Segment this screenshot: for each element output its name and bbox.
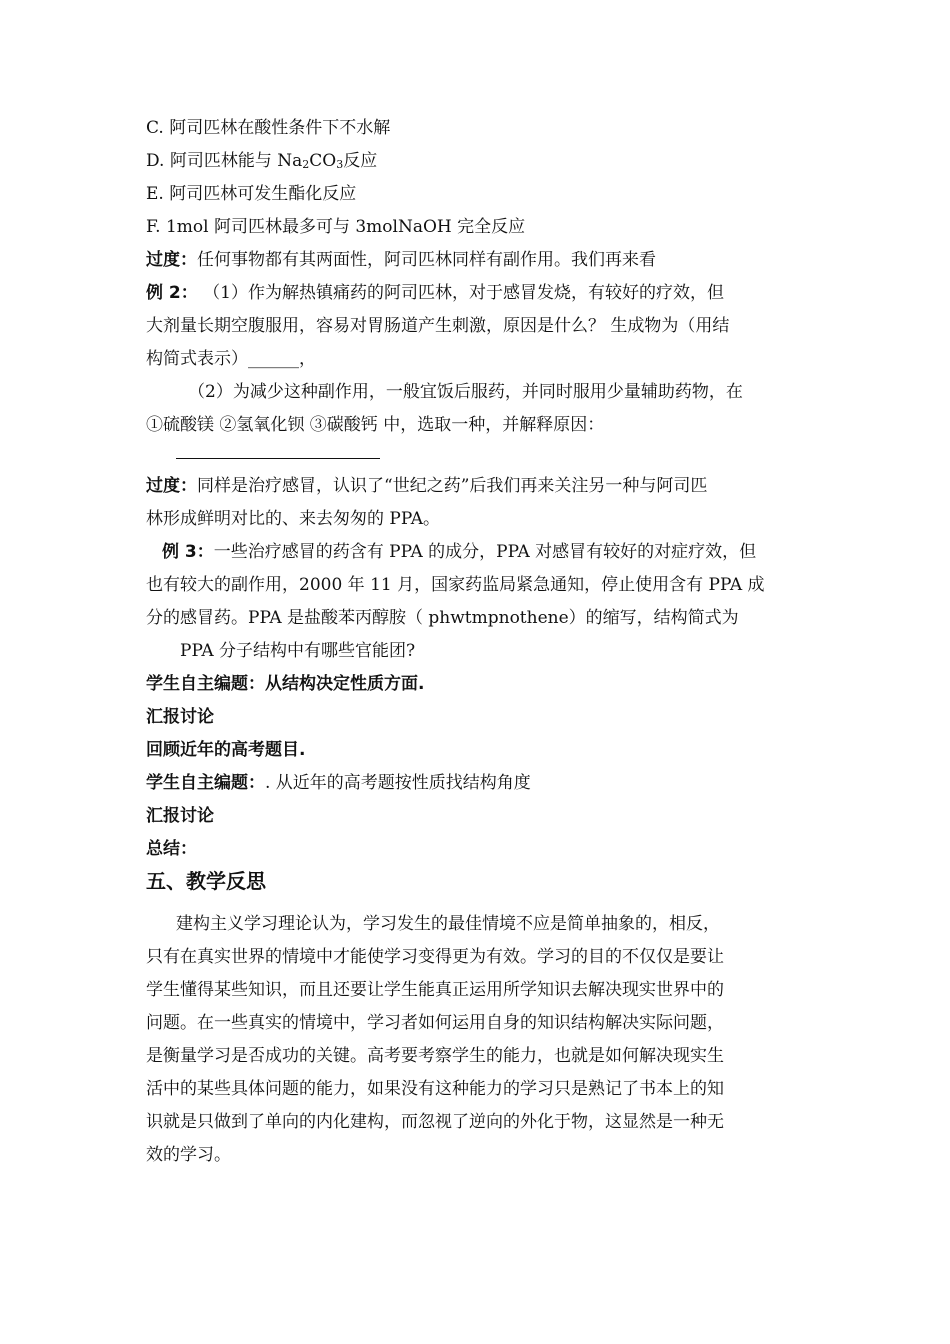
step-report-1: 汇报讨论 bbox=[146, 707, 214, 727]
example-2-line-1 bbox=[146, 282, 724, 304]
reflection-line-8: 效的学习。 bbox=[146, 1145, 231, 1165]
step-review: 回顾近年的高考题目. bbox=[146, 740, 306, 760]
example-3-text-1: 一些治疗感冒的药含有 PPA 的成分，PPA 对感冒有较好的对症疗效，但 bbox=[213, 542, 757, 562]
option-d-text-b: CO bbox=[309, 151, 337, 171]
transition-2-label: 过度： bbox=[146, 476, 197, 496]
option-d-text-c: 反应 bbox=[343, 151, 378, 171]
reflection-line-2: 只有在真实世界的情境中才能使学习变得更为有效。学习的目的不仅仅是要让 bbox=[146, 947, 724, 967]
reflection-line-5: 是衡量学习是否成功的关键。高考要考察学生的能力，也就是如何解决现实生 bbox=[146, 1046, 724, 1066]
reflection-line-3: 学生懂得某些知识，而且还要让学生能真正运用所学知识去解决现实世界中的 bbox=[146, 980, 724, 1000]
example-3-line-1 bbox=[162, 541, 756, 563]
example-3-line-3: 分的感冒药。PPA 是盐酸苯丙醇胺（ phwtmpnothene）的缩写，结构简式为 bbox=[146, 608, 739, 628]
answer-blank-line bbox=[176, 458, 380, 459]
reflection-line-4: 问题。在一些真实的情境中，学习者如何运用自身的知识结构解决实际问题， bbox=[146, 1013, 724, 1033]
example-3-line-2: 也有较大的副作用，2000 年 11 月，国家药监局紧急通知，停止使用含有 PPA 成 bbox=[146, 575, 765, 595]
reflection-line-1: 建构主义学习理论认为，学习发生的最佳情境不应是简单抽象的，相反， bbox=[176, 914, 720, 934]
reflection-line-6: 活中的某些具体问题的能力，如果没有这种能力的学习只是熟记了书本上的知 bbox=[146, 1079, 724, 1099]
option-d bbox=[146, 150, 377, 172]
option-d-text-a: D. 阿司匹林能与 Na bbox=[146, 151, 303, 171]
example-3-line-4: PPA 分子结构中有哪些官能团? bbox=[180, 641, 416, 661]
step-report-2: 汇报讨论 bbox=[146, 806, 214, 826]
option-f: F. 1mol 阿司匹林最多可与 3molNaOH 完全反应 bbox=[146, 217, 526, 237]
example-2-text-1: （1）作为解热镇痛药的阿司匹林，对于感冒发烧，有较好的疗效，但 bbox=[197, 283, 724, 303]
step-self-question-2-text: . 从近年的高考题按性质找结构角度 bbox=[265, 773, 531, 793]
transition-1-label: 过度： bbox=[146, 250, 197, 270]
example-2-line-4: （2）为减少这种副作用，一般宜饭后服药，并同时服用少量辅助药物，在 bbox=[188, 382, 743, 402]
transition-2-text-1: 同样是治疗感冒，认识了“世纪之药”后我们再来关注另一种与阿司匹 bbox=[197, 476, 708, 496]
transition-2-line-2: 林形成鲜明对比的、来去匆匆的 PPA。 bbox=[146, 509, 440, 529]
example-3-label: 例 3： bbox=[162, 542, 214, 562]
step-self-question-2-label: 学生自主编题： bbox=[146, 773, 265, 793]
step-self-question-1: 学生自主编题：从结构决定性质方面. bbox=[146, 674, 425, 694]
transition-2-line-1 bbox=[146, 475, 707, 497]
transition-1 bbox=[146, 249, 656, 271]
step-summary: 总结： bbox=[146, 839, 197, 859]
example-2-label: 例 2： bbox=[146, 283, 198, 303]
reflection-line-7: 识就是只做到了单向的内化建构，而忽视了逆向的外化于物，这显然是一种无 bbox=[146, 1112, 724, 1132]
section-5-heading: 五、教学反思 bbox=[146, 869, 266, 893]
example-2-line-5: ①硫酸镁 ②氢氧化钡 ③碳酸钙 中，选取一种，并解释原因： bbox=[146, 415, 605, 435]
example-2-line-3: 构简式表示）______， bbox=[146, 349, 316, 369]
option-d-sub-b: 3 bbox=[336, 158, 344, 171]
option-d-sub-a: 2 bbox=[302, 158, 310, 171]
option-e: E. 阿司匹林可发生酯化反应 bbox=[146, 184, 357, 204]
example-2-line-2: 大剂量长期空腹服用，容易对胃肠道产生刺激，原因是什么？ 生成物为（用结 bbox=[146, 316, 730, 336]
transition-1-text: 任何事物都有其两面性，阿司匹林同样有副作用。我们再来看 bbox=[197, 250, 656, 270]
option-c: C. 阿司匹林在酸性条件下不水解 bbox=[146, 118, 391, 138]
step-self-question-2 bbox=[146, 772, 531, 794]
